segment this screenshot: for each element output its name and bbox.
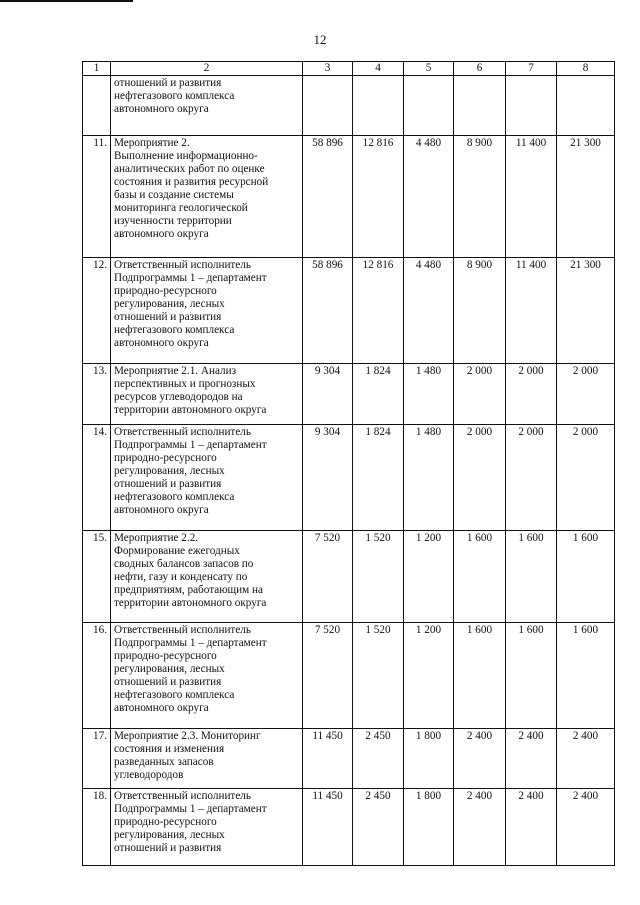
row-number: 14. [83,425,111,531]
value-year: 1 800 [404,729,454,789]
table-row [83,623,615,729]
value-year: 1 600 [454,531,506,623]
table-row [83,531,615,623]
value-year: 8 900 [454,136,506,258]
header-cell: 1 [83,62,111,76]
value-year: 1 600 [454,623,506,729]
value-total: 7 520 [303,531,353,623]
header-cell: 4 [353,62,404,76]
row-number [83,76,111,136]
row-number: 12. [83,258,111,364]
value-year: 2 000 [454,425,506,531]
header-row [83,62,615,76]
row-description: Мероприятие 2.2. Формирование ежегодных сводных балансов запасов по нефти, газу и конденсату по предприятиям, работающим на территории автономного округа [111,531,303,623]
value-total: 58 896 [303,136,353,258]
value-year: 12 816 [353,136,404,258]
value-year: 1 520 [353,623,404,729]
value-year: 1 520 [353,531,404,623]
row-description: Ответственный исполнитель Подпрограммы 1 – департамент природно-ресурсного регулирования, лесных отношений и развития [111,789,303,866]
value-year: 2 400 [454,789,506,866]
value-year: 1 480 [404,364,454,425]
value-year: 1 600 [506,531,557,623]
value-year: 2 000 [454,364,506,425]
header-cell: 3 [303,62,353,76]
value-year: 1 200 [404,623,454,729]
row-description: Мероприятие 2.1. Анализ перспективных и прогнозных ресурсов углеводородов на территории автономного округа [111,364,303,425]
row-description: Ответственный исполнитель Подпрограммы 1 – департамент природно-ресурсного регулирования, лесных отношений и развития нефтегазового комплекса автономного округа [111,623,303,729]
value-year: 2 450 [353,789,404,866]
value-total [303,76,353,136]
row-number: 16. [83,623,111,729]
value-year: 1 600 [506,623,557,729]
value-year: 2 400 [557,729,615,789]
value-year: 2 000 [557,364,615,425]
value-total: 9 304 [303,364,353,425]
value-year: 2 400 [506,789,557,866]
value-year: 12 816 [353,258,404,364]
value-year: 2 400 [557,789,615,866]
table-row [83,364,615,425]
row-description: Мероприятие 2. Выполнение информационно- аналитических работ по оценке состояния и развития ресурсной базы и создание системы мониторинга геологической изученности территории автономного округа [111,136,303,258]
header-cell: 8 [557,62,615,76]
value-year: 21 300 [557,136,615,258]
value-year [353,76,404,136]
row-description: Ответственный исполнитель Подпрограммы 1 – департамент природно-ресурсного регулирования, лесных отношений и развития нефтегазового комплекса автономного округа [111,258,303,364]
value-year: 1 600 [557,531,615,623]
value-total: 11 450 [303,789,353,866]
value-year: 8 900 [454,258,506,364]
row-number: 15. [83,531,111,623]
value-year: 11 400 [506,258,557,364]
row-number: 18. [83,789,111,866]
value-year: 1 824 [353,364,404,425]
value-year: 21 300 [557,258,615,364]
table-row [83,425,615,531]
value-year: 1 600 [557,623,615,729]
value-year [557,76,615,136]
row-number: 11. [83,136,111,258]
value-year: 11 400 [506,136,557,258]
row-number: 13. [83,364,111,425]
value-year: 1 480 [404,425,454,531]
table-row [83,136,615,258]
value-year [454,76,506,136]
top-rule [0,0,133,2]
value-year [404,76,454,136]
value-year: 2 400 [506,729,557,789]
value-total: 58 896 [303,258,353,364]
row-number: 17. [83,729,111,789]
value-year: 1 200 [404,531,454,623]
header-cell: 6 [454,62,506,76]
row-description: Ответственный исполнитель Подпрограммы 1 – департамент природно-ресурсного регулирования, лесных отношений и развития нефтегазового комплекса автономного округа [111,425,303,531]
header-cell: 5 [404,62,454,76]
value-year: 2 400 [454,729,506,789]
value-total: 9 304 [303,425,353,531]
table-row [83,76,615,136]
row-description: отношений и развития нефтегазового комплекса автономного округа [111,76,303,136]
value-year: 4 480 [404,136,454,258]
table-row [83,789,615,866]
value-year: 1 824 [353,425,404,531]
value-year: 2 000 [557,425,615,531]
value-year [506,76,557,136]
value-year: 2 000 [506,425,557,531]
page-number: 12 [313,32,327,47]
budget-table [82,61,615,866]
value-year: 1 800 [404,789,454,866]
table-row [83,729,615,789]
header-cell: 2 [111,62,303,76]
value-year: 2 000 [506,364,557,425]
header-cell: 7 [506,62,557,76]
value-total: 7 520 [303,623,353,729]
value-total: 11 450 [303,729,353,789]
value-year: 4 480 [404,258,454,364]
table-row [83,258,615,364]
row-description: Мероприятие 2.3. Мониторинг состояния и изменения разведанных запасов углеводородов [111,729,303,789]
value-year: 2 450 [353,729,404,789]
